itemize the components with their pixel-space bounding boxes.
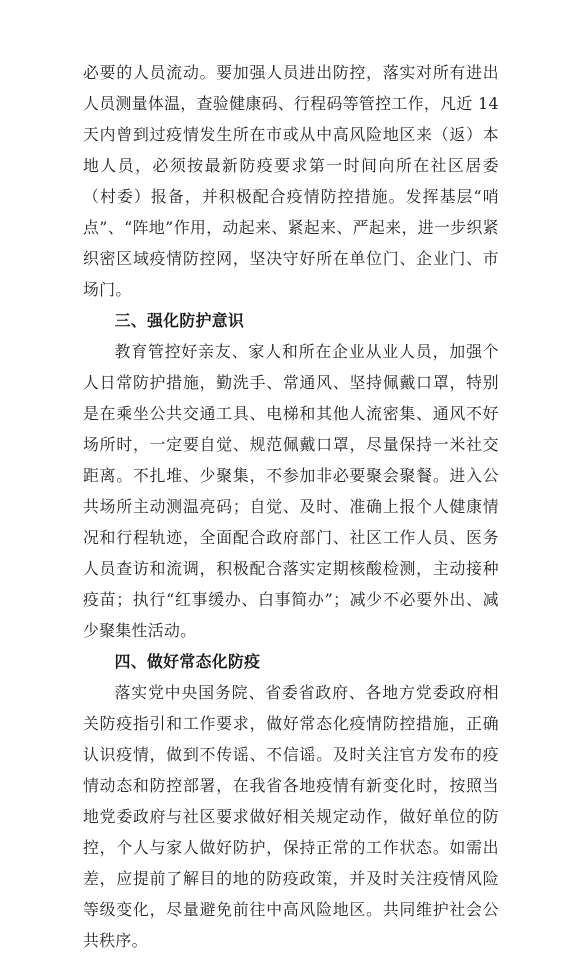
section-heading-3: 三、强化防护意识 xyxy=(114,311,245,330)
document-body xyxy=(83,57,499,956)
paragraph-protection: 教育管控好亲友、家人和所在企业从业人员，加强个人日常防护措施，勤洗手、常通风、坚持佩戴口罩，特别是在乘坐公共交通工具、电梯和其他人流密集、通风不好场所时，一定要自觉、规范佩戴口罩，尽量保持一米社交距离。不扎堆、少聚集，不参加非必要聚会聚餐。进入公共场所主动测温亮码；自觉、及时、准确上报个人健康情况和行程轨迹，全面配合政府部门、社区工作人员、医务人员查访和流调，积极配合落实定期核酸检测，主动接种疫苗；执行“红事缓办、白事简办”；减少不必要外出、减少聚集性活动。 xyxy=(83,342,499,640)
paragraph-normalized-prevention: 落实党中央国务院、省委省政府、各地方党委政府相关防疫指引和工作要求，做好常态化疫情防控措施，正确认识疫情，做到不传谣、不信谣。及时关注官方发布的疫情动态和防控部署，在我省各地疫情有新变化时，按照当地党委政府与社区要求做好相关规定动作，做好单位的防控，个人与家人做好防护，保持正常的工作状态。如需出差，应提前了解目的地的防疫政策，并及时关注疫情风险等级变化，尽量避免前往中高风险地区。共同维护社会公共秩序。 xyxy=(83,683,499,950)
section-heading-4: 四、做好常态化防疫 xyxy=(114,652,261,671)
paragraph-continued: 必要的人员流动。要加强人员进出防控，落实对所有进出人员测量体温，查验健康码、行程码等管控工作，凡近 14 天内曾到过疫情发生所在市或从中高风险地区来（返）本地人员，必须按最新防疫要求第一时间向所在社区居委（村委）报备，并积极配合疫情防控措施。发挥基层“哨点”、“阵地”作用，动起来、紧起来、严起来，进一步织紧织密区域疫情防控网，坚决守好所在单位门、企业门、市场门。 xyxy=(83,63,499,299)
